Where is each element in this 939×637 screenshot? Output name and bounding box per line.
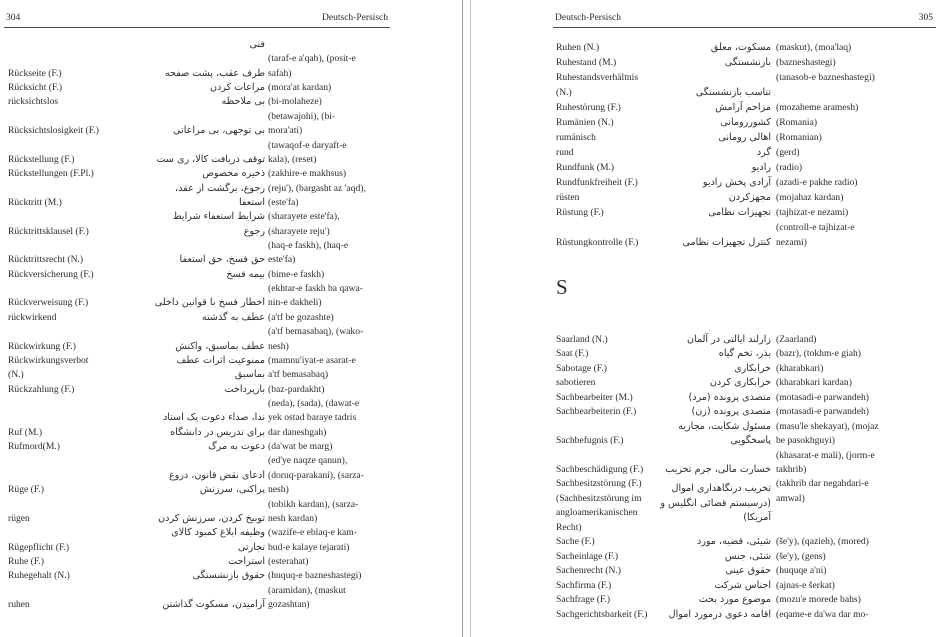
transliteration: (Romania) — [776, 116, 818, 128]
transliteration: (mamnu'iyat-e asarat-e — [268, 354, 356, 366]
entry-line — [8, 38, 393, 52]
german-headword: (N.) — [8, 369, 24, 381]
persian-translation: اجناس شرکت — [714, 579, 771, 591]
entry-line — [8, 368, 393, 382]
transliteration: (neda), (sada), (dawat-e — [268, 397, 360, 409]
german-headword: Rückverweisung (F.) — [8, 297, 89, 309]
entry-line — [556, 593, 936, 607]
persian-translation: حقوق بازنشستگی — [192, 570, 265, 582]
german-headword: Rücktrittsklausel (F.) — [8, 225, 89, 237]
transliteration: este'fa) — [268, 254, 296, 266]
entry-line — [556, 145, 936, 160]
german-headword: Sache (F.) — [556, 536, 595, 548]
entry-line — [8, 210, 393, 224]
transliteration: (mozu'e morede bahs) — [776, 594, 861, 606]
transliteration: (motasadi-e parwandeh) — [776, 406, 869, 418]
german-headword: Rückstellungen (F.Pl.) — [8, 168, 94, 180]
transliteration: bud-e kalaye tejarati) — [268, 541, 350, 553]
running-head: Deutsch-Persisch — [555, 13, 621, 23]
persian-translation: تخریب درنگاهداری اموال — [671, 483, 771, 495]
transliteration: amwal) — [776, 492, 805, 504]
entry-line — [8, 325, 393, 339]
transliteration: (wazife-e eblaq-e kam- — [268, 527, 357, 539]
german-headword: Rüstungkontrolle (F.) — [556, 236, 639, 248]
transliteration: (betawajohi), (bi- — [268, 110, 336, 122]
transliteration: (bime-e faskh) — [268, 268, 325, 280]
section-letter: S — [556, 275, 568, 299]
entry-line — [556, 608, 936, 622]
german-headword: Sachgerichtsbarkeit (F.) — [556, 608, 648, 620]
transliteration: yek ostad baraye tadris — [268, 412, 357, 424]
entry-line — [8, 440, 393, 454]
persian-translation: مراعات کردن — [209, 82, 265, 94]
entry-line — [556, 130, 936, 145]
transliteration: nesh) — [268, 340, 289, 352]
german-headword: rücksichtslos — [8, 96, 59, 108]
entry-line — [8, 469, 393, 483]
right-page-entries-s — [556, 333, 936, 622]
entry-line — [556, 463, 936, 477]
transliteration: (še'y), (qazieh), (mored) — [776, 536, 869, 548]
persian-translation: خسارت مالی، جرم تخریب — [665, 464, 771, 476]
persian-translation: آمریکا) — [743, 512, 771, 524]
transliteration: (doruq-parakani), (sarza- — [268, 469, 364, 481]
transliteration: (controll-e tajhizat-e — [776, 221, 855, 233]
transliteration: (sharayete este'fa), — [268, 211, 340, 223]
transliteration: (Zaarland) — [776, 333, 817, 345]
german-headword: Rügepflicht (F.) — [8, 541, 70, 553]
entry-line — [556, 205, 936, 220]
persian-translation: مسئول شکایت، مجازیه — [678, 420, 771, 432]
persian-translation: اقامه دعوی درمورد اموال — [668, 608, 771, 620]
transliteration: (Romanian) — [776, 131, 822, 143]
header-rule — [553, 27, 936, 28]
entry-line — [556, 190, 936, 205]
persian-translation: خرابکاری کردن — [709, 377, 771, 389]
transliteration: (gerd) — [776, 146, 800, 158]
entry-line — [8, 526, 393, 540]
transliteration: nesh) — [268, 484, 289, 496]
entry-line — [556, 579, 936, 593]
persian-translation: پاسخگویی — [730, 435, 771, 447]
entry-line — [8, 584, 393, 598]
transliteration: (tanasob-e bazneshastegi) — [776, 71, 875, 83]
persian-translation: ندا، صداء دعوت یک استاد — [162, 412, 265, 424]
german-headword: Saat (F.) — [556, 348, 589, 360]
entry-line — [556, 391, 936, 405]
german-headword: Rückwirkungsverbot — [8, 354, 89, 366]
german-headword: sabotieren — [556, 377, 596, 389]
entry-line — [8, 239, 393, 253]
persian-translation: توبیخ کردن، سرزنش کردن — [158, 512, 265, 524]
persian-translation: وظیفه ابلاغ کمبود کالای — [171, 527, 265, 539]
transliteration: (motasadi-e parwandeh) — [776, 391, 869, 403]
persian-translation: خرابکاری — [734, 362, 771, 374]
entry-line — [8, 426, 393, 440]
transliteration: kala), (reset) — [268, 153, 317, 165]
german-headword: Ruf (M.) — [8, 426, 43, 438]
entry-line — [556, 85, 936, 100]
transliteration: (bi-molaheze) — [268, 96, 322, 108]
transliteration: (taraf-e a'qab), (posit-e — [268, 53, 356, 65]
entry-line — [8, 110, 393, 124]
entry-line — [556, 160, 936, 175]
persian-translation: حقوق عینی — [725, 565, 771, 577]
persian-translation: (درسیستم قضائی انگلیس و — [660, 497, 771, 509]
german-headword: Sachbearbeiter (M.) — [556, 391, 633, 403]
entry-line — [8, 555, 393, 569]
transliteration: (ajnas-e šerkat) — [776, 579, 835, 591]
entry-line — [556, 347, 936, 361]
transliteration: dar daneshgah) — [268, 426, 327, 438]
gutter-line — [462, 0, 463, 637]
german-headword: Sachfirma (F.) — [556, 579, 612, 591]
german-headword: Sachbesitzstörung (F.) — [556, 478, 642, 490]
german-headword: Ruhestand (M.) — [556, 56, 617, 68]
german-headword: ruhen — [8, 599, 30, 611]
entry-line — [8, 411, 393, 425]
entry-line — [556, 434, 936, 448]
entry-line — [8, 225, 393, 239]
german-headword: rund — [556, 146, 574, 158]
german-headword: Rüge (F.) — [8, 484, 45, 496]
entry-line — [8, 196, 393, 210]
transliteration: nesh kardan) — [268, 512, 318, 524]
entry-line — [556, 506, 936, 524]
entry-line — [8, 182, 393, 196]
persian-translation: رادیو — [751, 161, 771, 173]
persian-translation: رجوع — [243, 225, 265, 237]
persian-translation: بذر، تخم گیاه — [718, 348, 771, 360]
persian-translation: توقف دریافت کالا، ری ست — [156, 153, 265, 165]
header-rule — [4, 27, 390, 28]
transliteration: (še'y), (gens) — [776, 550, 826, 562]
entry-line — [8, 95, 393, 109]
persian-translation: مزاحم آرامش — [715, 101, 771, 113]
entry-line — [8, 397, 393, 411]
german-headword: Ruhestörung (F.) — [556, 101, 621, 113]
persian-translation: ذخیره مخصوص — [202, 168, 265, 180]
entry-line — [556, 55, 936, 70]
left-page-entries — [8, 38, 393, 612]
german-headword: Rüstung (F.) — [556, 206, 604, 218]
german-headword: Rückwirkung (F.) — [8, 340, 76, 352]
persian-translation: ادعای نقض قانون، دروغ — [168, 469, 265, 481]
persian-translation: بی ملاحظه — [221, 96, 265, 108]
entry-line — [8, 340, 393, 354]
german-headword: (N.) — [556, 86, 572, 98]
persian-translation: تجهیزات نظامی — [708, 206, 771, 218]
transliteration: (masu'le shekayat), (mojaz — [776, 420, 879, 432]
persian-translation: پراکنی، سرزنش — [199, 484, 265, 496]
transliteration: (kharabkari kardan) — [776, 377, 852, 389]
persian-translation: بازنشستگی — [724, 56, 771, 68]
persian-translation: رجوع، برگشت از عقد، — [174, 182, 265, 194]
transliteration: (huquq-e bazneshastegi) — [268, 570, 362, 582]
entry-line — [556, 405, 936, 419]
persian-translation: استعفا — [238, 196, 265, 208]
page-number: 304 — [6, 13, 21, 23]
entry-line — [8, 52, 393, 66]
persian-translation: موضوع مورد بحث — [698, 594, 771, 606]
persian-translation: دعوت به مرگ — [208, 441, 265, 453]
transliteration: (ed'ye naqze qanun), — [268, 455, 348, 467]
transliteration: (haq-e faskh), (haq-e — [268, 240, 349, 252]
entry-line — [8, 268, 393, 282]
german-headword: Rundfunkfreiheit (F.) — [556, 176, 638, 188]
transliteration: (khasarat-e mali), (jorm-e — [776, 449, 875, 461]
persian-translation: گرد — [756, 146, 771, 158]
entry-line — [556, 220, 936, 235]
transliteration: (reju'), (bargasht az 'aqd), — [268, 182, 366, 194]
persian-translation: فنی — [249, 39, 265, 50]
german-headword: Rückseite (F.) — [8, 67, 62, 79]
entry-line — [8, 124, 393, 138]
entry-line — [556, 420, 936, 434]
transliteration: (baz-pardakht) — [268, 383, 325, 395]
transliteration: (radio) — [776, 161, 803, 173]
german-headword: Sachbearbeiterin (F.) — [556, 406, 637, 418]
persian-translation: برای تدریس در دانشگاه — [170, 426, 265, 438]
transliteration: (azadi-e pakhe radio) — [776, 176, 858, 188]
entry-line — [8, 282, 393, 296]
german-headword: Rücktrittsrecht (N.) — [8, 254, 84, 266]
entry-line — [556, 564, 936, 578]
entry-line — [556, 535, 936, 549]
german-headword: rüsten — [556, 191, 580, 203]
german-headword: Rücksicht (F.) — [8, 82, 63, 94]
transliteration: (bazr), (tokhm-e giah) — [776, 348, 861, 360]
german-headword: rückwirkend — [8, 311, 57, 323]
persian-translation: شئی، جنس — [724, 550, 771, 562]
persian-translation: شیئی، قضیه، مورد — [696, 536, 771, 548]
entry-line — [556, 449, 936, 463]
persian-translation: بی توجهی، بی مراعاتی — [173, 125, 265, 137]
transliteration: gozashtan) — [268, 599, 310, 611]
german-headword: Sachbefugnis (F.) — [556, 435, 624, 447]
german-headword: Sachenrecht (N.) — [556, 565, 621, 577]
german-headword: Ruhestandsverhältnis — [556, 71, 639, 83]
transliteration: (tobikh kardan), (sarza- — [268, 498, 359, 510]
transliteration: (takhrib dar negahdari-e — [776, 478, 869, 490]
transliteration: (huquqe a'ni) — [776, 565, 827, 577]
persian-translation: اهالی رومانی — [718, 131, 771, 143]
transliteration: mora'ati) — [268, 125, 303, 137]
german-headword: Saarland (N.) — [556, 333, 608, 345]
entry-line — [556, 235, 936, 250]
entry-line — [8, 569, 393, 583]
entry-line — [8, 454, 393, 468]
persian-translation: شرایط استعفاء شرایط — [172, 211, 265, 223]
entry-line — [556, 70, 936, 85]
transliteration: takhrib) — [776, 464, 807, 476]
entry-line — [8, 512, 393, 526]
transliteration: (maskut), (moa'laq) — [776, 41, 852, 53]
gutter-line — [470, 0, 471, 637]
entry-line — [556, 175, 936, 190]
transliteration: (aramidan), (maskut — [268, 584, 346, 596]
persian-translation: اخطار فسخ با قوانین داخلی — [154, 297, 265, 309]
entry-line — [556, 100, 936, 115]
entry-line — [556, 376, 936, 390]
german-headword: rügen — [8, 512, 30, 524]
persian-translation: مجهزکردن — [728, 191, 771, 203]
german-headword: Rumänien (N.) — [556, 116, 614, 128]
entry-line — [556, 40, 936, 55]
persian-translation: متصدی پرونده (مرد) — [688, 391, 771, 403]
entry-line — [8, 483, 393, 497]
persian-translation: تجارتی — [237, 541, 265, 553]
german-headword: Rufmord(M.) — [8, 441, 60, 453]
entry-line — [8, 354, 393, 368]
persian-translation: آرامیدن، مسکوت گذاشتن — [162, 599, 265, 611]
german-headword: Rückversicherung (F.) — [8, 268, 94, 280]
german-headword: Rückzahlung (F.) — [8, 383, 75, 395]
entry-line — [556, 550, 936, 564]
entry-line — [8, 296, 393, 310]
persian-translation: زارلند ایالتی در آلمان — [686, 333, 771, 345]
transliteration: (sharayete reju') — [268, 225, 330, 237]
entry-line — [556, 477, 936, 495]
entry-line — [8, 598, 393, 612]
entry-line — [556, 521, 936, 535]
german-headword: Sacheinlage (F.) — [556, 550, 619, 562]
entry-line — [556, 115, 936, 130]
german-headword: Rücksichtslosigkeit (F.) — [8, 125, 99, 137]
transliteration: (mora'at kardan) — [268, 82, 332, 94]
right-page-entries-r — [556, 40, 936, 250]
entry-line — [8, 253, 393, 267]
persian-translation: بیمه فسخ — [226, 268, 265, 280]
german-headword: Ruhen (N.) — [556, 41, 600, 53]
entry-line — [8, 139, 393, 153]
persian-translation: متصدی پرونده (زن) — [691, 406, 771, 418]
german-headword: Sachfrage (F.) — [556, 594, 611, 606]
german-headword: Recht) — [556, 521, 582, 533]
transliteration: (zakhire-e makhsus) — [268, 168, 347, 180]
german-headword: Rücktritt (M.) — [8, 196, 62, 208]
persian-translation: کشوررومانی — [720, 116, 771, 128]
transliteration: (este'fa) — [268, 196, 299, 208]
transliteration: (a'tf be gozashte) — [268, 311, 334, 323]
german-headword: (Sachbesitzstörung im — [556, 492, 642, 504]
entry-line — [8, 541, 393, 555]
persian-translation: بازپرداخت — [224, 383, 265, 395]
entry-line — [8, 311, 393, 325]
german-headword: Rückstellung (F.) — [8, 153, 75, 165]
persian-translation: تناسب بازنشستگی — [695, 86, 771, 98]
entry-line — [8, 153, 393, 167]
german-headword: Sachbeschädigung (F.) — [556, 464, 644, 476]
transliteration: be pasokhguyi) — [776, 435, 835, 447]
german-headword: Ruhegehalt (N.) — [8, 570, 70, 582]
entry-line — [556, 492, 936, 509]
persian-translation: عطف به گذشته — [201, 311, 265, 323]
transliteration: (eqame-e da'wa dar mo- — [776, 608, 869, 620]
transliteration: (tajhizat-e nezami) — [776, 206, 849, 218]
german-headword: Rundfunk (M.) — [556, 161, 615, 173]
entry-line — [8, 383, 393, 397]
transliteration: (tawaqof-e daryaft-e — [268, 139, 347, 151]
transliteration: (da'wat be marg) — [268, 441, 333, 453]
persian-translation: کنترل تجهیزات نظامی — [682, 236, 771, 248]
persian-translation: حق فسخ، حق استعفا — [179, 254, 265, 266]
persian-translation: استراحت — [228, 555, 265, 567]
german-headword: Ruhe (F.) — [8, 555, 45, 567]
transliteration: a'tf bemasabaq) — [268, 369, 329, 381]
page-number: 305 — [918, 13, 933, 23]
running-head: Deutsch-Persisch — [322, 13, 388, 23]
persian-translation: عطف بماسبق، واکنش — [175, 340, 265, 352]
german-headword: Sabotage (F.) — [556, 362, 607, 374]
transliteration: (ekhtar-e faskh ba qawa- — [268, 283, 363, 295]
persian-translation: بماسبق — [234, 369, 265, 381]
transliteration: (mozaheme aramesh) — [776, 101, 859, 113]
transliteration: (esterahat) — [268, 555, 309, 567]
entry-line — [8, 67, 393, 81]
persian-translation: مسکوت، معلق — [710, 41, 771, 53]
entry-line — [8, 81, 393, 95]
transliteration: (kharabkari) — [776, 362, 824, 374]
german-headword: angloamerikanischen — [556, 507, 638, 519]
entry-line — [8, 167, 393, 181]
transliteration: nin-e dakheli) — [268, 297, 322, 309]
entry-line — [8, 498, 393, 512]
entry-line — [556, 333, 936, 347]
persian-translation: ممنوعیت اثرات عطف — [176, 354, 265, 366]
transliteration: nezami) — [776, 236, 807, 248]
transliteration: safah) — [268, 67, 292, 79]
entry-line — [556, 362, 936, 376]
transliteration: (mojahaz kardan) — [776, 191, 844, 203]
german-headword: rumänisch — [556, 131, 596, 143]
transliteration: (a'tf bemasabaq), (wako- — [268, 326, 364, 338]
transliteration: (bazneshastegi) — [776, 56, 836, 68]
persian-translation: آزادی پخش رادیو — [702, 176, 771, 188]
persian-translation: طرف عقب، پشت صفحه — [164, 67, 265, 79]
